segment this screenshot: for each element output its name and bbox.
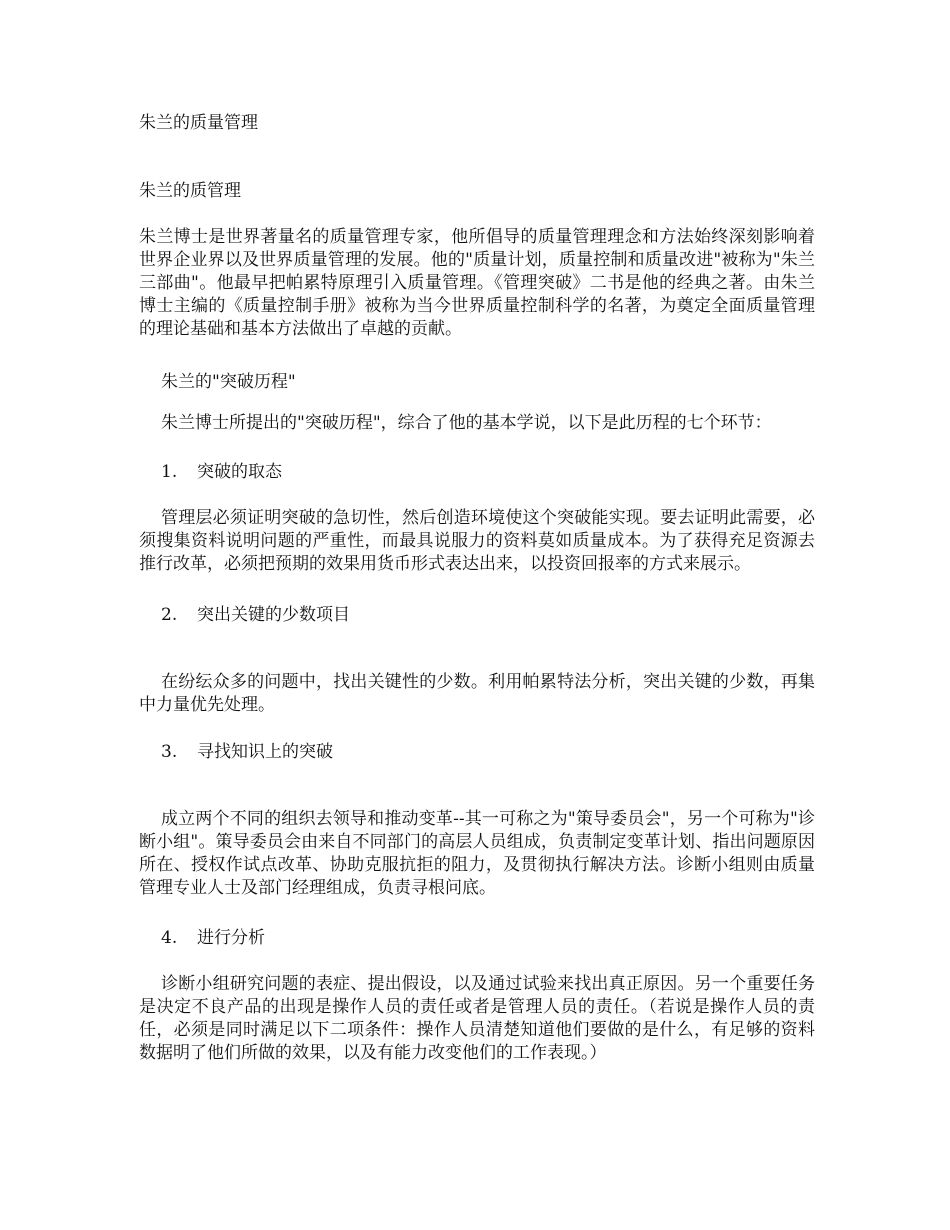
list-item-title: 突出关键的少数项目 [197,605,350,625]
list-item-heading [139,741,333,764]
list-item-heading [139,604,350,627]
list-item-body: 诊断小组研究问题的表症、提出假设，以及通过试验来找出真正原因。另一个重要任务是决定不良产品的出现是操作人员的责任或者是管理人员的责任。（若说是操作人员的责任，必须是同时满足以下二项条件：操作人员清楚知道他们要做的是什么，有足够的资料数据明了他们所做的效果，以及有能力改变他们的工作表现。） [139,974,815,1063]
list-item-body: 在纷纭众多的问题中，找出关键性的少数。利用帕累特法分析，突出关键的少数，再集中力量优先处理。 [139,672,815,715]
list-item-heading [139,927,265,950]
list-item-number: 1. [161,462,178,482]
list-item-heading [139,461,282,484]
list-item-title: 突破的取态 [197,462,282,482]
document-subtitle: 朱兰的质管理 [139,181,241,201]
list-item-number: 3. [161,742,178,762]
list-item-title: 进行分析 [197,928,265,948]
list-item-body: 成立两个不同的组织去领导和推动变革--其一可称之为"策导委员会"，另一个可称为"诊断小组"。策导委员会由来自不同部门的高层人员组成，负责制定变革计划、指出问题原因所在、授权作试点改革、协助克服抗拒的阻力，及贯彻执行解决方法。诊断小组则由质量管理专业人士及部门经理组成，负责寻根问底。 [139,809,815,898]
list-item-number: 4. [161,928,178,948]
section-intro-paragraph: 朱兰博士所提出的"突破历程"，综合了他的基本学说，以下是此历程的七个环节： [161,413,772,433]
intro-paragraph: 朱兰博士是世界著量名的质量管理专家，他所倡导的质量管理理念和方法始终深刻影响着世界企业界以及世界质量管理的发展。他的"质量计划，质量控制和质量改进"被称为"朱兰三部曲"。他最早把帕累特原理引入质量管理。《管理突破》二书是他的经典之著。由朱兰博士主编的《质量控制手册》被称为当今世界质量控制科学的名著，为奠定全面质量管理的理论基础和基本方法做出了卓越的贡献。 [139,227,815,339]
document-title: 朱兰的质量管理 [139,113,258,133]
section-heading: 朱兰的"突破历程" [161,372,296,392]
list-item-body: 管理层必须证明突破的急切性，然后创造环境使这个突破能实现。要去证明此需要，必须搜集资料说明问题的严重性，而最具说服力的资料莫如质量成本。为了获得充足资源去推行改革，必须把预期的效果用货币形式表达出来，以投资回报率的方式来展示。 [139,508,815,574]
list-item-number: 2. [161,605,178,625]
list-item-title: 寻找知识上的突破 [197,742,333,762]
